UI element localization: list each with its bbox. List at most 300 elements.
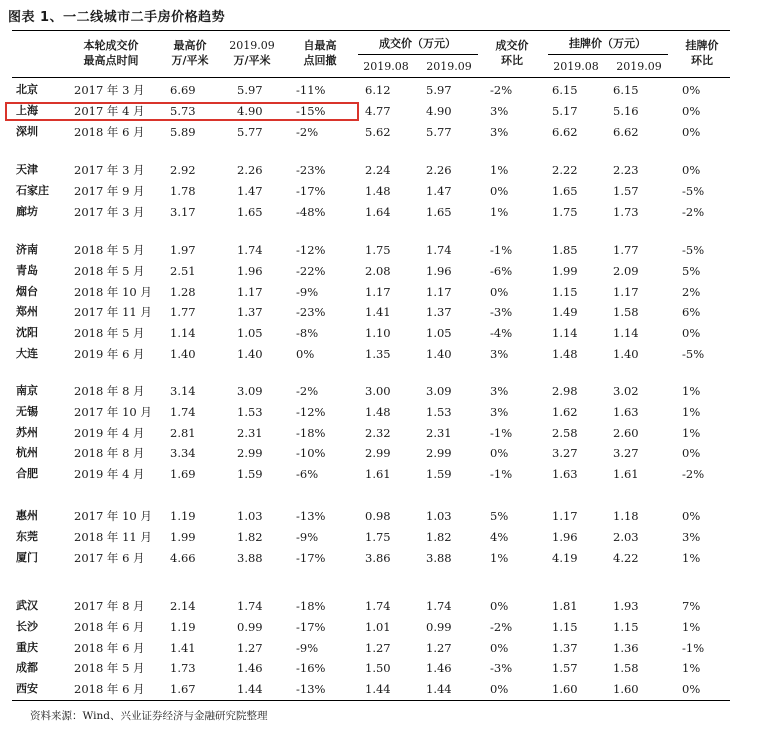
cell-peak-time: 2018 年 10 月 — [74, 284, 152, 299]
cell-l0909: 1.73 — [613, 204, 639, 219]
cell-d0909: 5.97 — [426, 83, 452, 97]
cell-p0909: 3.88 — [237, 550, 263, 565]
header-price-201909 — [222, 38, 282, 68]
cell-peak-time: 2017 年 4 月 — [74, 103, 145, 118]
cell-dmom: 0% — [490, 446, 509, 461]
cell-p0909: 1.59 — [237, 467, 263, 482]
cell-l0909: 1.15 — [613, 619, 639, 634]
cell-l0909: 5.16 — [613, 103, 639, 118]
cell-peak-time: 2018 年 6 月 — [74, 682, 145, 697]
table-row — [12, 548, 730, 568]
cell-d0908: 2.32 — [365, 425, 391, 440]
cell-d0909: 2.31 — [426, 425, 452, 440]
cell-peak-time: 2018 年 5 月 — [74, 326, 145, 341]
cell-d0908: 2.24 — [365, 163, 391, 177]
cell-peak: 1.69 — [170, 467, 196, 482]
header-deal-underline — [358, 54, 478, 55]
cell-l0909: 1.17 — [613, 284, 639, 299]
city-name: 深圳 — [16, 124, 38, 138]
cell-l0909: 1.58 — [613, 305, 639, 320]
cell-drawdown: -18% — [296, 599, 326, 613]
cell-d0909: 3.09 — [426, 384, 452, 398]
cell-p0909: 1.96 — [237, 263, 263, 278]
cell-lmom: 0% — [682, 682, 701, 697]
cell-peak-time: 2019 年 6 月 — [74, 347, 145, 361]
cell-p0909: 1.47 — [237, 183, 263, 198]
cell-peak: 1.19 — [170, 619, 196, 634]
cell-p0909: 1.17 — [237, 284, 263, 299]
header-deal-0908: 2019.08 — [363, 60, 409, 73]
cell-p0909: 2.99 — [237, 446, 263, 461]
city-name: 廊坊 — [16, 204, 38, 218]
header-peak-price — [160, 38, 220, 68]
cell-peak-time: 2017 年 10 月 — [74, 509, 152, 523]
cell-dmom: 0% — [490, 640, 509, 655]
cell-peak-time: 2018 年 6 月 — [74, 640, 145, 655]
cell-p0909: 1.65 — [237, 204, 263, 219]
cell-peak: 3.34 — [170, 446, 196, 461]
cell-d0908: 1.41 — [365, 305, 391, 320]
cell-peak: 1.73 — [170, 661, 196, 676]
cell-d0908: 1.10 — [365, 326, 391, 341]
city-name: 成都 — [16, 661, 38, 675]
cell-d0909: 2.26 — [426, 163, 452, 177]
cell-l0908: 1.85 — [552, 243, 578, 257]
header-drawdown-line1: 自最高 — [303, 39, 337, 52]
cell-d0908: 1.17 — [365, 284, 391, 299]
cell-l0909: 1.77 — [613, 243, 639, 257]
city-name: 无锡 — [16, 404, 38, 418]
cell-dmom: -2% — [490, 619, 513, 634]
cell-drawdown: -2% — [296, 384, 319, 398]
cell-d0909: 1.82 — [426, 529, 452, 544]
header-deal-0909: 2019.09 — [426, 60, 472, 73]
cell-l0908: 2.22 — [552, 163, 578, 177]
city-name: 青岛 — [16, 263, 38, 277]
cell-dmom: -6% — [490, 263, 513, 278]
header-peak-price-line2: 万/平米 — [171, 54, 209, 67]
city-name: 大连 — [16, 347, 38, 360]
cell-d0909: 1.53 — [426, 404, 452, 419]
cell-drawdown: -2% — [296, 124, 319, 139]
cell-peak: 5.73 — [170, 103, 196, 118]
cell-p0909: 1.05 — [237, 326, 263, 341]
cell-d0909: 2.99 — [426, 446, 452, 461]
cell-peak: 1.67 — [170, 682, 196, 697]
cell-lmom: -2% — [682, 204, 705, 219]
cell-d0909: 5.77 — [426, 124, 452, 139]
cell-l0909: 1.40 — [613, 347, 639, 361]
cell-dmom: 3% — [490, 347, 509, 361]
cell-l0908: 1.48 — [552, 347, 578, 361]
cell-dmom: 0% — [490, 599, 509, 613]
cell-p0909: 2.31 — [237, 425, 263, 440]
cell-lmom: -2% — [682, 467, 705, 482]
table-row — [12, 658, 730, 678]
cell-lmom: 0% — [682, 83, 701, 97]
cell-lmom: 1% — [682, 661, 701, 676]
cell-d0909: 1.59 — [426, 467, 452, 482]
cell-d0908: 3.86 — [365, 550, 391, 565]
table-row — [12, 638, 730, 658]
cell-d0909: 1.27 — [426, 640, 452, 655]
cell-peak: 6.69 — [170, 83, 196, 97]
cell-drawdown: -13% — [296, 682, 326, 697]
cell-p0909: 1.53 — [237, 404, 263, 419]
cell-lmom: 1% — [682, 550, 701, 565]
header-peak-time-line1: 本轮成交价 — [83, 39, 139, 52]
cell-l0909: 3.02 — [613, 384, 639, 398]
cell-dmom: -1% — [490, 243, 513, 257]
cell-l0908: 1.57 — [552, 661, 578, 676]
cell-drawdown: -10% — [296, 446, 326, 461]
cell-l0908: 1.49 — [552, 305, 578, 320]
table-row — [12, 240, 730, 260]
cell-dmom: 1% — [490, 163, 509, 177]
cell-peak: 2.92 — [170, 163, 196, 177]
cell-d0909: 1.05 — [426, 326, 452, 341]
cell-l0908: 5.17 — [552, 103, 578, 118]
cell-peak-time: 2019 年 4 月 — [74, 467, 145, 482]
table-row — [12, 80, 730, 100]
cell-p0909: 1.03 — [237, 509, 263, 523]
cell-drawdown: -17% — [296, 550, 326, 565]
cell-p0909: 1.74 — [237, 599, 263, 613]
cell-d0908: 1.75 — [365, 529, 391, 544]
cell-drawdown: -23% — [296, 163, 326, 177]
table-row — [12, 261, 730, 281]
cell-l0908: 2.98 — [552, 384, 578, 398]
city-name: 石家庄 — [16, 183, 49, 197]
city-name: 武汉 — [16, 599, 38, 612]
cell-lmom: 0% — [682, 163, 701, 177]
cell-l0909: 1.63 — [613, 404, 639, 419]
cell-lmom: 2% — [682, 284, 701, 299]
header-list-mom — [674, 38, 730, 68]
table-row — [12, 282, 730, 302]
cell-dmom: 4% — [490, 529, 509, 544]
cell-peak: 1.97 — [170, 243, 196, 257]
city-name: 南京 — [16, 384, 38, 397]
cell-dmom: 3% — [490, 384, 509, 398]
cell-l0909: 2.09 — [613, 263, 639, 278]
table-row — [12, 464, 730, 484]
header-list-mom-line1: 挂牌价 — [685, 39, 719, 52]
cell-peak-time: 2017 年 9 月 — [74, 183, 145, 198]
header-bottom-rule — [12, 77, 730, 78]
cell-d0908: 2.99 — [365, 446, 391, 461]
cell-l0909: 6.62 — [613, 124, 639, 139]
cell-drawdown: -9% — [296, 284, 319, 299]
city-name: 济南 — [16, 243, 38, 256]
cell-d0909: 1.17 — [426, 284, 452, 299]
cell-peak: 1.41 — [170, 640, 196, 655]
city-name: 杭州 — [16, 446, 38, 460]
cell-lmom: -5% — [682, 243, 705, 257]
cell-d0908: 5.62 — [365, 124, 391, 139]
header-deal-mom-line1: 成交价 — [495, 39, 529, 52]
table-row — [12, 181, 730, 201]
cell-d0909: 1.03 — [426, 509, 452, 523]
cell-lmom: 0% — [682, 124, 701, 139]
cell-l0908: 1.99 — [552, 263, 578, 278]
cell-lmom: 7% — [682, 599, 701, 613]
header-deal-mom-line2: 环比 — [501, 54, 523, 67]
cell-drawdown: -17% — [296, 619, 326, 634]
cell-p0909: 1.44 — [237, 682, 263, 697]
city-name: 东莞 — [16, 529, 38, 543]
cell-l0909: 1.14 — [613, 326, 639, 341]
cell-l0908: 1.37 — [552, 640, 578, 655]
cell-lmom: 1% — [682, 619, 701, 634]
city-name: 厦门 — [16, 550, 38, 564]
cell-dmom: -1% — [490, 467, 513, 482]
cell-peak-time: 2017 年 3 月 — [74, 204, 145, 219]
cell-p0909: 1.82 — [237, 529, 263, 544]
cell-drawdown: -48% — [296, 204, 326, 219]
cell-dmom: -3% — [490, 661, 513, 676]
cell-lmom: 6% — [682, 305, 701, 320]
cell-lmom: 0% — [682, 326, 701, 341]
cell-d0908: 1.48 — [365, 183, 391, 198]
cell-p0909: 1.46 — [237, 661, 263, 676]
cell-l0908: 4.19 — [552, 550, 578, 565]
cell-p0909: 1.40 — [237, 347, 263, 361]
cell-d0909: 1.74 — [426, 243, 452, 257]
cell-l0908: 1.63 — [552, 467, 578, 482]
cell-l0909: 1.57 — [613, 183, 639, 198]
cell-l0908: 6.15 — [552, 83, 578, 97]
cell-peak: 1.19 — [170, 509, 196, 523]
cell-peak-time: 2018 年 6 月 — [74, 124, 145, 139]
cell-p0909: 5.97 — [237, 83, 263, 97]
cell-dmom: -1% — [490, 425, 513, 440]
cell-l0908: 1.75 — [552, 204, 578, 219]
cell-l0908: 1.17 — [552, 509, 578, 523]
cell-p0909: 1.37 — [237, 305, 263, 320]
cell-d0908: 1.61 — [365, 467, 391, 482]
cell-p0909: 5.77 — [237, 124, 263, 139]
cell-dmom: 3% — [490, 103, 509, 118]
table-row — [12, 344, 730, 364]
city-name: 天津 — [16, 163, 38, 176]
header-drawdown-line2: 点回撤 — [303, 54, 337, 67]
cell-l0909: 1.36 — [613, 640, 639, 655]
cell-lmom: 1% — [682, 404, 701, 419]
cell-peak-time: 2018 年 5 月 — [74, 263, 145, 278]
cell-lmom: 5% — [682, 263, 701, 278]
header-price-201909-line1: 2019.09 — [229, 39, 275, 52]
cell-d0909: 0.99 — [426, 619, 452, 634]
header-list-mom-line2: 环比 — [691, 54, 713, 67]
cell-drawdown: -11% — [296, 83, 326, 97]
cell-dmom: 1% — [490, 204, 509, 219]
cell-peak: 1.74 — [170, 404, 196, 419]
table-row — [12, 160, 730, 180]
cell-peak: 2.14 — [170, 599, 196, 613]
header-deal-group: 成交价（万元） — [379, 37, 456, 50]
cell-peak-time: 2018 年 11 月 — [74, 529, 152, 544]
cell-d0908: 2.08 — [365, 263, 391, 278]
cell-p0909: 1.74 — [237, 243, 263, 257]
header-list-underline — [548, 54, 668, 55]
cell-drawdown: -23% — [296, 305, 326, 320]
cell-peak: 1.14 — [170, 326, 196, 341]
cell-d0909: 3.88 — [426, 550, 452, 565]
cell-p0909: 3.09 — [237, 384, 263, 398]
cell-p0909: 0.99 — [237, 619, 263, 634]
cell-p0909: 2.26 — [237, 163, 263, 177]
cell-d0908: 4.77 — [365, 103, 391, 118]
table-row — [12, 381, 730, 401]
cell-lmom: -1% — [682, 640, 705, 655]
cell-d0908: 1.74 — [365, 599, 391, 613]
table-row — [12, 202, 730, 222]
table-row — [12, 443, 730, 463]
cell-dmom: 3% — [490, 124, 509, 139]
cell-l0909: 1.58 — [613, 661, 639, 676]
cell-peak-time: 2018 年 6 月 — [74, 619, 145, 634]
cell-d0909: 1.47 — [426, 183, 452, 198]
cell-d0908: 1.27 — [365, 640, 391, 655]
cell-dmom: 3% — [490, 404, 509, 419]
cell-peak: 1.99 — [170, 529, 196, 544]
city-name: 西安 — [16, 682, 38, 696]
cell-peak: 1.77 — [170, 305, 196, 320]
table-row — [12, 679, 730, 699]
cell-peak-time: 2018 年 5 月 — [74, 661, 145, 676]
cell-l0908: 1.81 — [552, 599, 578, 613]
cell-drawdown: -16% — [296, 661, 326, 676]
cell-peak-time: 2017 年 11 月 — [74, 305, 152, 320]
cell-l0908: 1.60 — [552, 682, 578, 697]
cell-d0908: 1.35 — [365, 347, 391, 361]
cell-l0909: 2.23 — [613, 163, 639, 177]
cell-dmom: 1% — [490, 550, 509, 565]
cell-lmom: 1% — [682, 384, 701, 398]
figure-title: 图表 1、一二线城市二手房价格趋势 — [8, 10, 226, 25]
cell-peak-time: 2017 年 6 月 — [74, 550, 145, 565]
cell-l0908: 2.58 — [552, 425, 578, 440]
cell-drawdown: -17% — [296, 183, 326, 198]
cell-l0909: 1.93 — [613, 599, 639, 613]
cell-peak-time: 2017 年 10 月 — [74, 404, 152, 419]
cell-lmom: 1% — [682, 425, 701, 440]
cell-drawdown: -12% — [296, 243, 326, 257]
cell-l0908: 6.62 — [552, 124, 578, 139]
cell-l0909: 1.18 — [613, 509, 639, 523]
table-row — [12, 423, 730, 443]
city-name: 重庆 — [16, 640, 38, 654]
city-name: 合肥 — [16, 467, 38, 481]
cell-drawdown: -9% — [296, 529, 319, 544]
cell-drawdown: -9% — [296, 640, 319, 655]
cell-lmom: 0% — [682, 103, 701, 118]
city-name: 惠州 — [16, 509, 38, 522]
city-name: 沈阳 — [16, 326, 38, 340]
cell-drawdown: -15% — [296, 103, 326, 118]
cell-l0908: 1.14 — [552, 326, 578, 341]
cell-dmom: -4% — [490, 326, 513, 341]
cell-dmom: 0% — [490, 682, 509, 697]
cell-dmom: -2% — [490, 83, 513, 97]
cell-p0909: 1.27 — [237, 640, 263, 655]
cell-peak-time: 2018 年 5 月 — [74, 243, 145, 257]
table-row — [12, 506, 730, 526]
cell-d0908: 1.48 — [365, 404, 391, 419]
cell-drawdown: -8% — [296, 326, 319, 341]
cell-peak-time: 2018 年 8 月 — [74, 446, 145, 461]
cell-d0909: 1.96 — [426, 263, 452, 278]
cell-d0908: 1.64 — [365, 204, 391, 219]
cell-lmom: 3% — [682, 529, 701, 544]
cell-l0909: 2.03 — [613, 529, 639, 544]
cell-d0909: 1.74 — [426, 599, 452, 613]
city-name: 长沙 — [16, 619, 38, 633]
cell-d0909: 4.90 — [426, 103, 452, 118]
cell-drawdown: -18% — [296, 425, 326, 440]
cell-l0908: 3.27 — [552, 446, 578, 461]
cell-d0909: 1.37 — [426, 305, 452, 320]
header-peak-price-line1: 最高价 — [173, 39, 207, 52]
cell-d0908: 3.00 — [365, 384, 391, 398]
cell-d0908: 0.98 — [365, 509, 391, 523]
cell-dmom: 0% — [490, 183, 509, 198]
cell-l0908: 1.15 — [552, 284, 578, 299]
cell-p0909: 4.90 — [237, 103, 263, 118]
cell-d0908: 6.12 — [365, 83, 391, 97]
city-name: 苏州 — [16, 425, 38, 439]
cell-dmom: 5% — [490, 509, 509, 523]
cell-l0909: 2.60 — [613, 425, 639, 440]
cell-d0909: 1.40 — [426, 347, 452, 361]
cell-peak: 2.81 — [170, 425, 196, 440]
table-row — [12, 596, 730, 616]
source-note: 资料来源：Wind、兴业证券经济与金融研究院整理 — [30, 710, 268, 722]
cell-d0908: 1.75 — [365, 243, 391, 257]
cell-d0909: 1.65 — [426, 204, 452, 219]
cell-l0909: 1.60 — [613, 682, 639, 697]
cell-drawdown: -13% — [296, 509, 326, 523]
cell-l0909: 3.27 — [613, 446, 639, 461]
cell-lmom: -5% — [682, 347, 705, 361]
cell-d0908: 1.01 — [365, 619, 391, 634]
city-name: 郑州 — [16, 305, 38, 319]
cell-d0908: 1.50 — [365, 661, 391, 676]
header-price-201909-line2: 万/平米 — [233, 54, 271, 67]
cell-peak: 1.28 — [170, 284, 196, 299]
cell-peak-time: 2019 年 4 月 — [74, 425, 145, 440]
cell-l0909: 6.15 — [613, 83, 639, 97]
cell-peak: 4.66 — [170, 550, 196, 565]
cell-peak: 5.89 — [170, 124, 196, 139]
header-deal-mom — [482, 38, 542, 68]
table-row — [12, 122, 730, 142]
cell-peak: 1.78 — [170, 183, 196, 198]
cell-peak-time: 2017 年 3 月 — [74, 83, 145, 97]
cell-d0909: 1.46 — [426, 661, 452, 676]
cell-peak-time: 2017 年 8 月 — [74, 599, 145, 613]
cell-dmom: 0% — [490, 284, 509, 299]
cell-drawdown: -22% — [296, 263, 326, 278]
cell-l0908: 1.62 — [552, 404, 578, 419]
cell-peak: 3.17 — [170, 204, 196, 219]
city-name: 上海 — [16, 103, 38, 117]
cell-peak-time: 2018 年 8 月 — [74, 384, 145, 398]
header-list-group: 挂牌价（万元） — [569, 37, 646, 50]
table-row — [12, 323, 730, 343]
city-name: 烟台 — [16, 284, 38, 298]
